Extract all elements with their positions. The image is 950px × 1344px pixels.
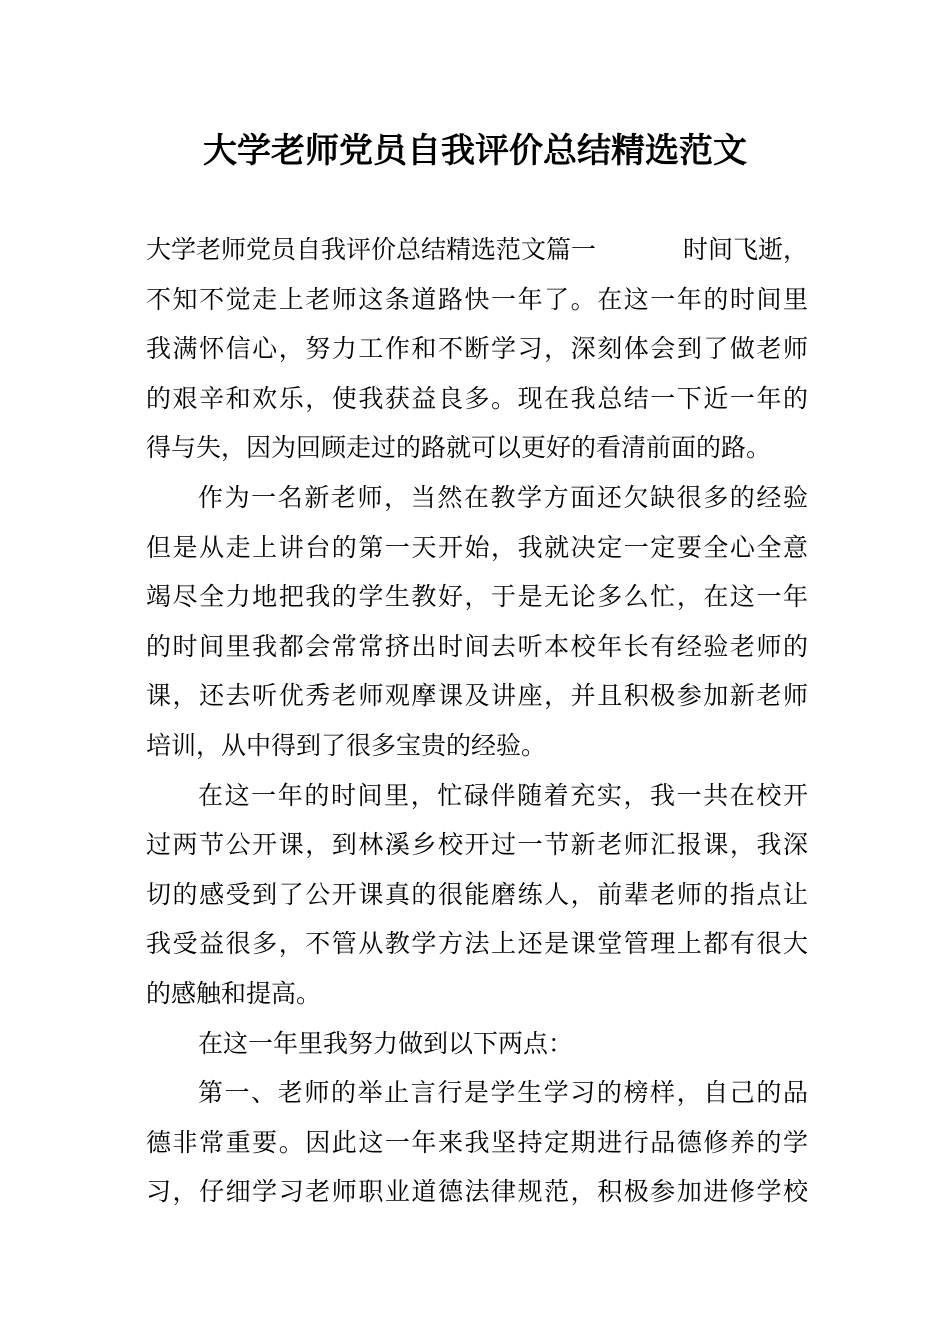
- document-title: 大学老师党员自我评价总结精选范文: [203, 131, 747, 171]
- document-body: [146, 225, 808, 1217]
- section-heading: 大学老师党员自我评价总结精选范文篇一: [146, 235, 597, 264]
- text-line: 在这一年里我努力做到以下两点：: [198, 1028, 574, 1058]
- text-line: 习，仔细学习老师职业道德法律规范，积极参加进修学校: [146, 1177, 808, 1207]
- text-line: 但是从走上讲台的第一天开始，我就决定一定要全心全意: [146, 532, 808, 562]
- text-line: 我受益很多，不管从教学方法上还是课堂管理上都有很大: [146, 929, 808, 959]
- text-line: 的感触和提高。: [146, 978, 322, 1008]
- section-lead-text: 时间飞逝，: [682, 235, 808, 264]
- text-line: 竭尽全力地把我的学生教好，于是无论多么忙，在这一年: [146, 582, 808, 612]
- text-line: 德非常重要。因此这一年来我坚持定期进行品德修养的学: [146, 1127, 808, 1157]
- text-line: 在这一年的时间里，忙碌伴随着充实，我一共在校开: [198, 780, 808, 810]
- text-line: 我满怀信心，努力工作和不断学习，深刻体会到了做老师: [146, 334, 808, 364]
- text-line: 第一、老师的举止言行是学生学习的榜样，自己的品: [198, 1078, 808, 1108]
- text-line: 过两节公开课，到林溪乡校开过一节新老师汇报课，我深: [146, 830, 808, 860]
- text-line: 切的感受到了公开课真的很能磨练人，前辈老师的指点让: [146, 879, 808, 909]
- text-line: 的时间里我都会常常挤出时间去听本校年长有经验老师的: [146, 631, 808, 661]
- text-line: 作为一名新老师，当然在教学方面还欠缺很多的经验: [198, 482, 808, 512]
- text-line: 课，还去听优秀老师观摩课及讲座，并且积极参加新老师: [146, 681, 808, 711]
- text-line: [146, 225, 808, 275]
- text-line: 得与失，因为回顾走过的路就可以更好的看清前面的路。: [146, 433, 772, 463]
- text-line: 不知不觉走上老师这条道路快一年了。在这一年的时间里: [146, 284, 808, 314]
- text-line: 的艰辛和欢乐，使我获益良多。现在我总结一下近一年的: [146, 383, 808, 413]
- text-line: 培训，从中得到了很多宝贵的经验。: [146, 730, 547, 760]
